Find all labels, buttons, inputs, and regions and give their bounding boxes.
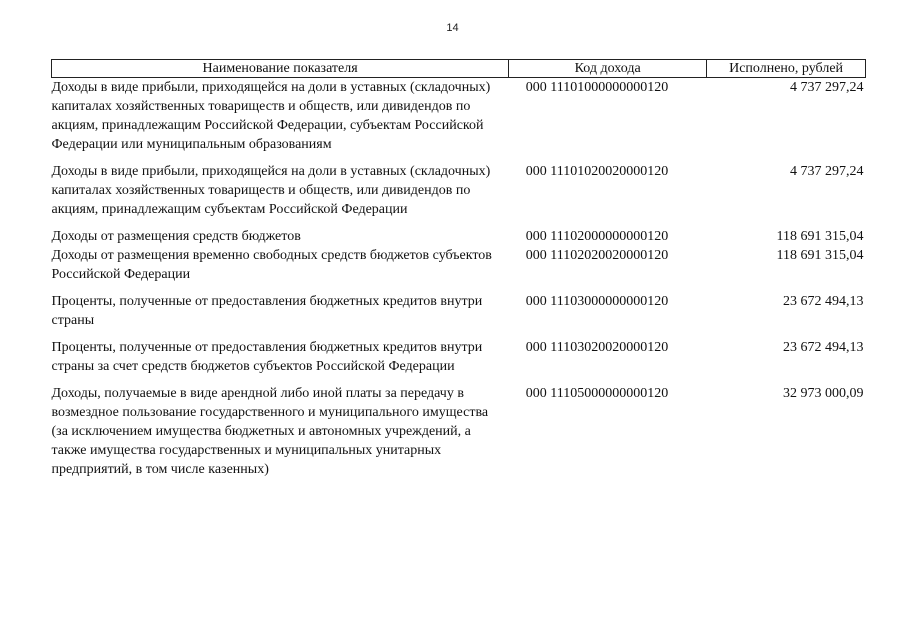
table-row [52, 292, 866, 338]
indicator-name: Проценты, полученные от предоставления бюджетных кредитов внутри страны [51, 294, 483, 328]
executed-amount: 118 691 315,04 [776, 248, 864, 263]
page-number: 14 [446, 22, 459, 34]
indicator-name: Доходы от размещения временно свободных средств бюджетов субъектов Российской Федерации [51, 248, 492, 282]
revenue-code: 000 11102000000000120 [525, 229, 669, 244]
executed-amount: 23 672 494,13 [783, 294, 864, 309]
revenue-table [51, 59, 866, 479]
revenue-code: 000 11102020020000120 [525, 248, 669, 263]
table-header-row [52, 60, 866, 78]
indicator-name: Доходы в виде прибыли, приходящейся на доли в уставных (складочных) капиталах хозяйственных товариществ и обществ, или дивидендов по акциям, принадлежащим Российской Федерации, субъектам Российской Федерации или муниципальным образованиям [51, 80, 491, 152]
executed-amount: 23 672 494,13 [783, 340, 864, 355]
revenue-code: 000 11101020020000120 [525, 164, 669, 179]
executed-amount: 118 691 315,04 [776, 229, 864, 244]
executed-amount: 32 973 000,09 [783, 386, 864, 401]
indicator-name: Доходы, получаемые в виде арендной либо иной платы за передачу в возмездное пользование государственного и муниципального имущества (за исключением имущества бюджетных и автономных учреждений, а также имущества государственных и муниципальных унитарных предприятий, в том числе казенных) [51, 386, 489, 477]
indicator-name: Доходы от размещения средств бюджетов [51, 229, 301, 244]
table-row [52, 246, 866, 292]
header-revenue-code: Код дохода [509, 60, 707, 78]
executed-amount: 4 737 297,24 [790, 164, 864, 179]
header-executed-amount: Исполнено, рублей [707, 60, 866, 78]
revenue-code: 000 11101000000000120 [525, 80, 669, 95]
table-row [52, 227, 866, 246]
revenue-code: 000 11103000000000120 [525, 294, 669, 309]
table-row [52, 384, 866, 479]
indicator-name: Доходы в виде прибыли, приходящейся на доли в уставных (складочных) капиталах хозяйственных товариществ и обществ, или дивидендов по акциям, принадлежащим субъектам Российской Федерации [51, 164, 491, 217]
table-row [52, 162, 866, 227]
executed-amount: 4 737 297,24 [790, 80, 864, 95]
revenue-code: 000 11103020020000120 [525, 340, 669, 355]
header-indicator-name: Наименование показателя [52, 60, 509, 78]
table-row [52, 78, 866, 163]
indicator-name: Проценты, полученные от предоставления бюджетных кредитов внутри страны за счет средств бюджетов субъектов Российской Федерации [51, 340, 483, 374]
revenue-code: 000 11105000000000120 [525, 386, 669, 401]
table-row [52, 338, 866, 384]
